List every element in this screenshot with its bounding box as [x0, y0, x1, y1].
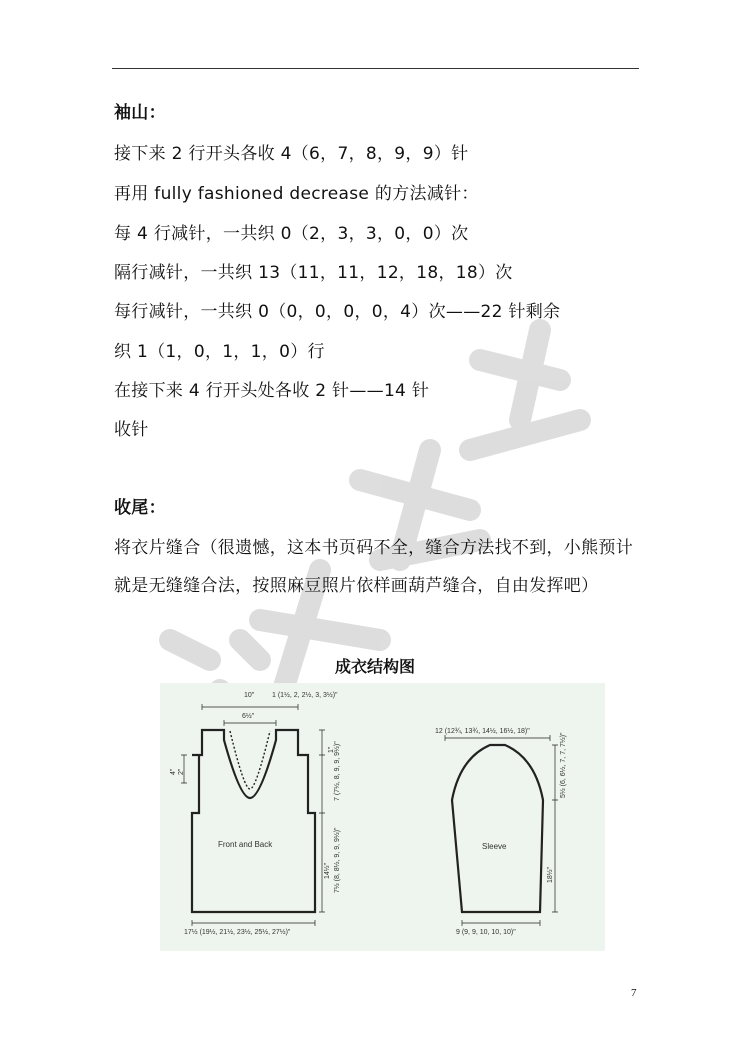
text-line: 织 1（1，0，1，1，0）行 — [114, 342, 325, 362]
text-line: 收针 — [114, 420, 149, 440]
text-line: 再用 fully fashioned decrease 的方法减针： — [114, 184, 479, 204]
front-back-outline — [192, 730, 315, 912]
top-width-b-label: 1 (1½, 2, 2½, 3, 3½)" — [272, 692, 338, 699]
sleeve-label: Sleeve — [482, 842, 507, 851]
sleeve-top-width-label: 12 (12¾, 13¾, 14½, 16½, 18)" — [435, 728, 530, 735]
schematic-diagram — [160, 683, 605, 951]
right-mid-label: 7½ (8, 8½, 9, 9, 9½)" — [334, 827, 341, 893]
front-back-label: Front and Back — [218, 840, 273, 849]
right-total-label: 14½" — [324, 862, 331, 879]
neck-width-label: 6½" — [242, 713, 255, 720]
sleeve-outline — [452, 745, 543, 912]
neck-edge-dotted — [230, 731, 270, 789]
schematic-lines — [160, 683, 605, 951]
page-number: 7 — [631, 987, 637, 999]
top-width-a-label: 10" — [244, 692, 255, 699]
sleeve-length-label: 18½" — [547, 866, 554, 883]
right-1-label: 1" — [328, 746, 335, 753]
bottom-width-label: 17½ (19½, 21½, 23½, 25½, 27½)" — [184, 929, 291, 936]
text-line: 每 4 行减针，一共织 0（2，3，3，0，0）次 — [114, 224, 469, 244]
left-a-label: 4" — [170, 768, 177, 775]
text-line: 接下来 2 行开头各收 4（6，7，8，9，9）针 — [114, 144, 469, 164]
text-line: 在接下来 4 行开头处各收 2 针——14 针 — [114, 381, 430, 401]
sleeve-bottom-width-label: 9 (9, 9, 10, 10, 10)" — [456, 929, 516, 936]
diagram-title: 成衣结构图 — [334, 657, 415, 676]
finishing-heading: 收尾： — [114, 498, 166, 518]
text-line: 隔行减针，一共织 13（11，11，12，18，18）次 — [114, 263, 513, 283]
sleeve-cap-label: 5½ (6, 6½, 7, 7, 7½)" — [560, 732, 567, 798]
cap-heading: 袖山： — [114, 103, 166, 123]
header-rule — [112, 68, 639, 69]
text-line: 将衣片缝合（很遗憾，这本书页码不全，缝合方法找不到，小熊预计 — [114, 538, 633, 558]
text-line: 每行减针，一共织 0（0，0，0，0，4）次——22 针剩余 — [114, 302, 561, 322]
left-b-label: 2" — [178, 768, 185, 775]
right-armhole-label: 7 (7½, 8, 9, 9, 9½)" — [334, 741, 341, 801]
text-line: 就是无缝缝合法，按照麻豆照片依样画葫芦缝合，自由发挥吧） — [114, 576, 599, 596]
